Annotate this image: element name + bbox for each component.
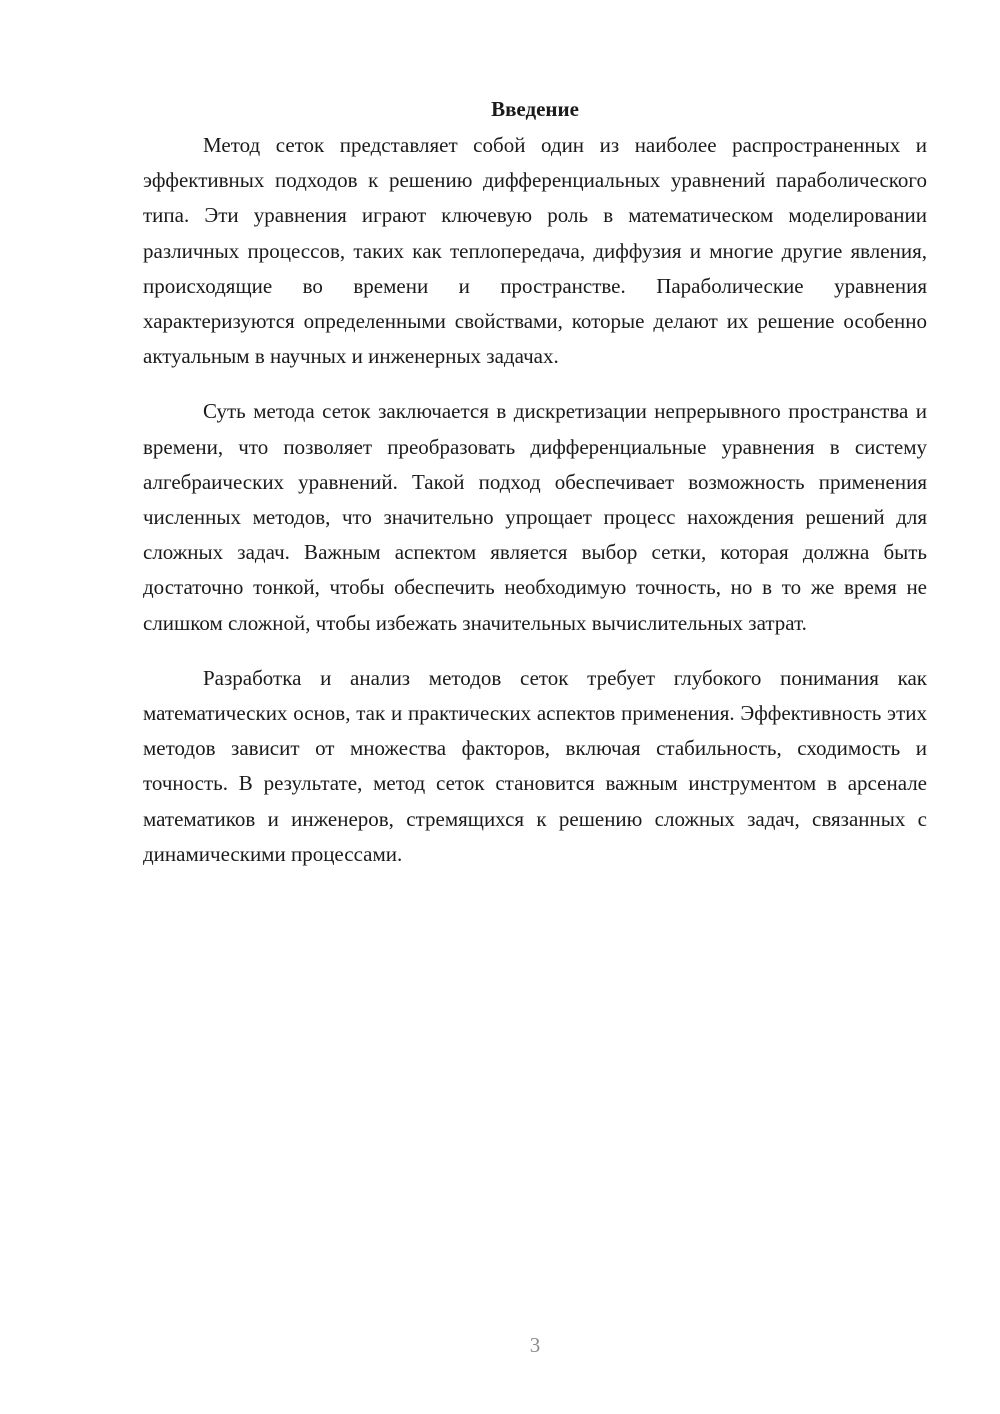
paragraph-2: Суть метода сеток заключается в дискретизации непрерывного пространства и времени, что позволяет преобразовать дифференциальные уравнения в систему алгебраических уравнений. Такой подход обеспечивает возможность применения численных методов, что значительно упрощает процесс нахождения решений для сложных задач. Важным аспектом является выбор сетки, которая должна быть достаточно тонкой, чтобы обеспечить необходимую точность, но в то же время не слишком сложной, чтобы избежать значительных вычислительных затрат.	[143, 399, 927, 635]
page-number: 3	[529, 1333, 541, 1357]
paragraph-3: Разработка и анализ методов сеток требует глубокого понимания как математических основ, так и практических аспектов применения. Эффективность этих методов зависит от множества факторов, включая стабильность, сходимость и точность. В результате, метод сеток становится важным инструментом в арсенале математиков и инженеров, стремящихся к решению сложных задач, связанных с динамическими процессами.	[143, 665, 927, 866]
section-title: Введение	[491, 97, 579, 121]
paragraph-1: Метод сеток представляет собой один из наиболее распространенных и эффективных подходов к решению дифференциальных уравнений параболического типа. Эти уравнения играют ключевую роль в математическом моделировании различных процессов, таких как теплопередача, диффузия и многие другие явления, происходящие во времени и пространстве. Параболические уравнения характеризуются определенными свойствами, которые делают их решение особенно актуальным в научных и инженерных задачах.	[143, 133, 927, 369]
page-content	[143, 92, 927, 872]
